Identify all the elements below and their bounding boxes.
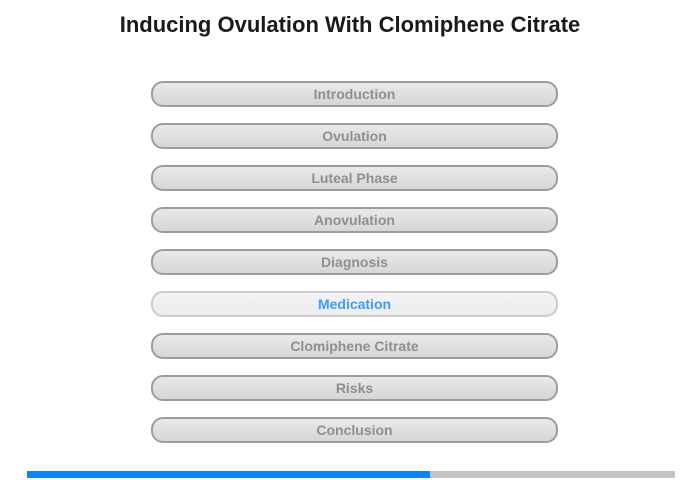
menu-item-anovulation[interactable]: Anovulation (151, 207, 558, 233)
menu-item-risks[interactable]: Risks (151, 375, 558, 401)
menu-item-conclusion[interactable]: Conclusion (151, 417, 558, 443)
menu-item-clomiphene-citrate[interactable]: Clomiphene Citrate (151, 333, 558, 359)
menu-item-diagnosis[interactable]: Diagnosis (151, 249, 558, 275)
menu-item-medication[interactable]: Medication (151, 291, 558, 317)
page-title: Inducing Ovulation With Clomiphene Citrate (119, 12, 581, 37)
topic-menu (151, 81, 558, 459)
menu-item-luteal-phase[interactable]: Luteal Phase (151, 165, 558, 191)
progress-bar (27, 471, 675, 478)
progress-fill (27, 471, 430, 478)
menu-item-ovulation[interactable]: Ovulation (151, 123, 558, 149)
menu-item-introduction[interactable]: Introduction (151, 81, 558, 107)
